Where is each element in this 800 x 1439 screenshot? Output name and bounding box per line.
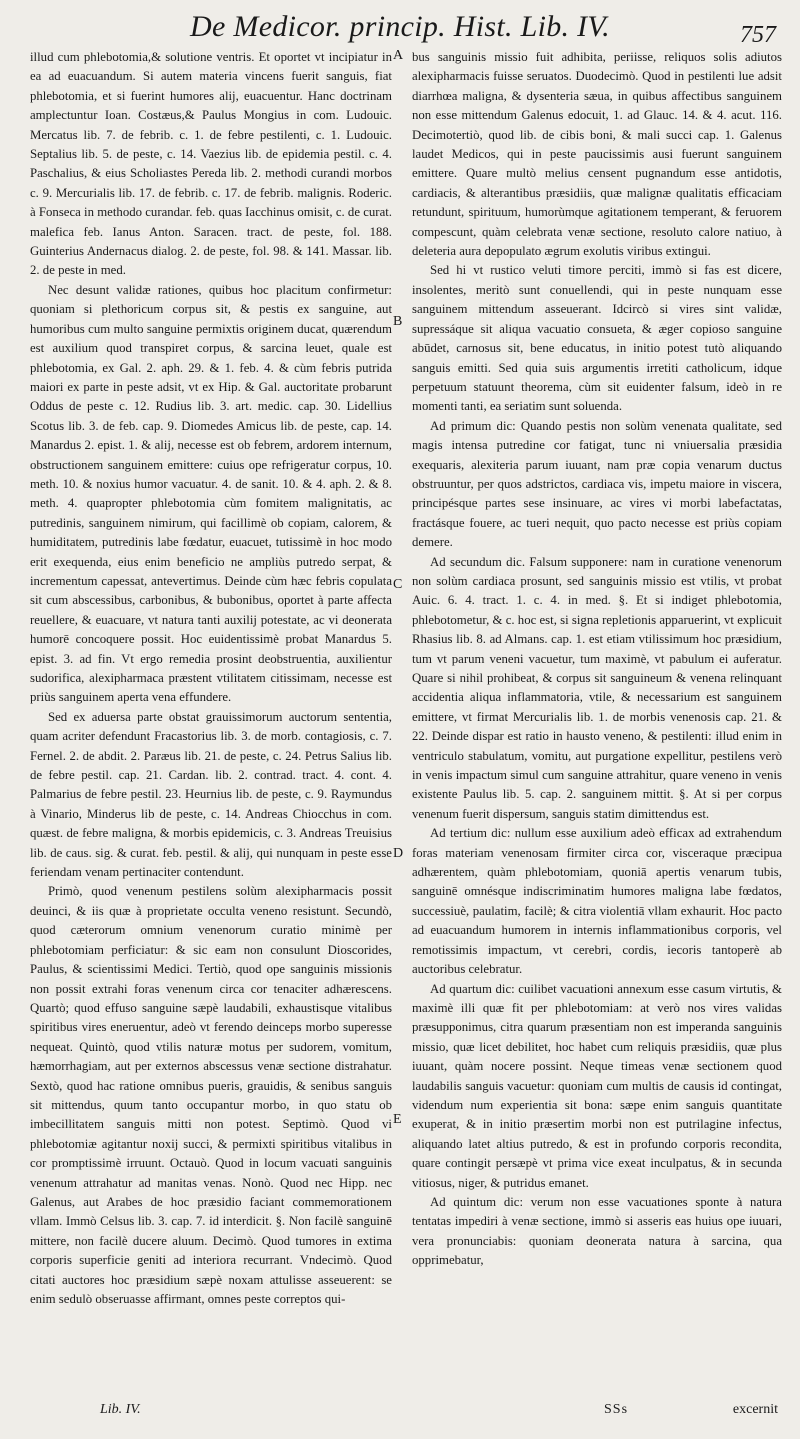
margin-letter-e: E — [393, 1112, 402, 1127]
paragraph: Sed ex aduersa parte obstat grauissimorum auctorum sententia, quam acriter defendunt Fracastorius lib. 3. de morb. contagiosis, c. 7. Fernel. 2. de abdit. 2. Paræus lib. 21. de peste, c. 24. Petrus Salius lib. de febre pestil. cap. 21. Cardan. lib. 2. contrad. tract. 4. cont. 4. Palmarius de febre pestil. 23. Heurnius lib. de peste, c. 9. Raymundus à Vinario, Minderus lib de peste, c. 14. Andreas Chiocchus in com. quæst. de febre maligna, & morbis epidemicis, c. 3. Andreas Treuisius lib. de caus. sig. & curat. feb. pestil. & alij, qui nunquam in peste esse feriendam venam pertinaciter contendunt. — [30, 709, 392, 880]
running-header — [0, 8, 800, 48]
page-number: 757 — [740, 22, 776, 48]
margin-letter-b: B — [393, 314, 403, 329]
footer-book-label: Lib. IV. — [100, 1402, 141, 1417]
paragraph: bus sanguinis missio fuit adhibita, periisse, reliquos solis adiutos alexipharmacis fuisse seruatos. Duodecimò. Quod in pestilenti lue adsit diarrhœa maligna, & dysenteria sæua, in quibus affectibus sanguinem non esse mittendum Galenus edocuit, 1. ad Glauc. 14. & 4. acut. 116. Decimotertiò, quod lib. de cibis boni, & mali succi cap. 1. Galenus laudet Medicos, qui in peste paucissimis ausi fuerunt sanguinem emittere. Quare multò melius censent pugnandum esse antidotis, cardiacis, & alterantibus præsidiis, quæ malignæ qualitatis efficaciam retundunt, spirituum, humorùmque agitationem temperant, & feruorem compescunt, quàm celebrata venæ sectione, resoluto calore natiuo, à deleteria aura depopulato ægrum exolutis viribus extingui. — [412, 50, 782, 259]
left-column — [30, 48, 392, 1309]
paragraph: Primò, quod venenum pestilens solùm alexipharmacis possit deuinci, & iis quæ à proprietate occulta veneno resistunt. Secundò, quod cæterorum omnium venenorum curatio minimè per phlebotomiam perficiatur: & sic eam non consulunt Dioscorides, Paulus, & scientissimi Medici. Tertiò, quod ope sanguinis missionis non possit extrahi foras venenum circa cor tenaciter adhærescens. Quartò; quod effuso sanguine sæpè laudabili, exhaustisque vitalibus spiritibus vires eneruentur, adeò vt ferendo deinceps morbo superesse nequeat. Quintò, quod vtilis naturæ motus per sudorem, vomitum, hæmorrhagiam, aut per externos abscessus venæ sectione distrahatur. Sextò, quod hac ratione omnibus pueris, grauidis, & senibus sanguis sit mittendus, quum tanto occupantur morbo, in quo statu ob imbecillitatem sanguis mitti non potest. Septimò. Quod vi phlebotomiæ agitantur noxij succi, & permixti spiritibus vitalibus in cor promptissimè irruunt. Octauò. Quod in locum vacuati sanguinis venenum attrahatur ad manitas venas. Nonò. Quod nec Hipp. nec Galenus, aut Arabes de hoc præsidio faciant commemorationem vllam. Immò Celsus lib. 3. cap. 7. id interdicit. §. Non facilè sanguinē mittere, non facilè ducere aluum. Decimò. Quod tumores in extima corporis superficie geniti ad interiora recurrant. Vndecimò. Quod citati auctores hoc præsidium sæpè noxam attulisse asseuerent: se enim sedulò obseruasse affirmant, omnes peste correptos qui- — [30, 884, 392, 1306]
catchword: excernit — [732, 1402, 778, 1417]
margin-letter-c: C — [393, 577, 403, 592]
paragraph: Ad quintum dic: verum non esse vacuationes sponte à natura tentatas impediri à venæ sectione, immò si asseris eas huius ope iuuari, vera pronunciabis: quoniam deonerata natura à sarcina, qua opprimebatur, — [412, 1194, 782, 1268]
paragraph: Ad secundum dic. Falsum supponere: nam in curatione venenorum non solùm cardiaca prosunt, sed sanguinis missio est vtilis, vt probat Auic. 6. 4. tract. 1. c. 4. in med. §. Et si indiget phlebotomia, phlebotometur, & c. hoc est, si signa repletionis apparuerint, vt explicuit Rhasius lib. 8. ad Almans. cap. 1. est etiam vtilissimum hoc præsidium, tum vt parum veneni vacuetur, tum maximè, vt pabulum ei auferatur. Quare si nihil prohibeat, & corpus sit sanguineum & venena relinquant accidentia aliqua inflammatoria, vtile, & necessarium est sanguinem emittere, vt firmat Mercurialis lib. 1. de morbis venenosis cap. 21. & 22. Deinde dispar est ratio in hausto veneno, & pestilenti: illud enim in ventriculo stabulatum, vomitu, aut purgatione expellitur, pestilens verò in venis impactum simul cum sanguine attrahitur, quare veneno in venis existente Paulus lib. 5. cap. 2. sanguinem mittit. §. At si per corpus venenum fuerit dispersum, sanguis statim dimittendus est. — [412, 554, 782, 821]
margin-letter-a: A — [393, 48, 404, 63]
paragraph: Nec desunt validæ rationes, quibus hoc placitum confirmetur: quoniam si plethoricum corpus sit, & pestis ex sanguine, aut humoribus cum multo sanguine permixtis originem ducat, quærendum est auxilium quod transpiret corpus, & sarcina leuet, quale est phlebotomia, ex Gal. 2. aph. 29. & 1. feb. 4. & cùm febris putrida maiori ex parte in peste adsit, vt ex Hip. & Gal. auctoritate probarunt Oddus de peste c. 12. Rudius lib. 3. art. medic. cap. 30. Lidellius Scotus lib. 3. de feb. cap. 9. Diomedes Amicus lib. de peste, cap. 14. Manardus 2. epist. 1. & alij, necesse est ob febrem, ardorem internum, obstructionem sanguinem emittere: cuius ope refrigeratur corpus, 10. meth. 10. & noxius humor vacuatur. 4. de sanit. 10. & 4. aph. 2. & 8. meth. 4. quapropter phlebotomia cùm fomitem malignitatis, ac putredinis, sanguinem nimirum, qui facillimè ob copiam, calorem, & humiditatem, putredinis labe fœdatur, euacuet, tutissimè in hoc modo erit exequenda, eius enim beneficio ne ampliùs putredo serpat, & incrementum capessat, antevertimus. Deinde cùm hæc febris copulata sit cum abscessibus, carbonibus, & bubonibus, oportet à parte affecta reuellere, & euacuare, vt natura tanti auxilij potestate, ac vi deonerata humorē concoquere possit. Hoc euidentissimè probat Manardus 5. epist. 3. ad fin. Vt ergo remedia prosint deobstruentia, auxilientur sudorifica, alexipharmaca præstent vtilitatem citissimam, necesse est priùs sanguinem aperta vena effundere. — [30, 282, 392, 705]
paragraph: Ad primum dic: Quando pestis non solùm venenata qualitate, sed magis intensa putredine cor fatigat, tunc ni vniuersalia præsidia exequaris, alexiteria parum iuuant, nam præ copia venarum ductus obstruuntur, per quos adstrictos, cardiaca vis, impetu maiore in viscera, principésque partes sese insinuare, ac vires vi morbi labefactatas, fractásque fouere, ac tueri nequit, quo pacto necesse est priùs copiam demere. — [412, 418, 782, 550]
paragraph: illud cum phlebotomia,& solutione ventris. Et oportet vt incipiatur in ea ad euacuandum. Si autem materia vincens fuerit sanguis, fiat phlebotomia, et si fuerint humores alij, euacuentur. Hanc doctrinam amplectuntur Ioan. Costæus,& Paulus Mongius in com. Ludouic. Mercatus lib. 7. de febrib. c. 1. de febre pestilenti, c. 1. Ludouic. Septalius lib. 5. de peste, c. 14. Vaezius lib. de epidemia pestil. c. 4. Paschalius, & eius Scholiastes Pereda lib. 2. methodi curandi morbos c. 9. Mercurialis lib. 17. de febrib. c. 17. de febrib. malignis. Roderic. à Fonseca in methodo curandar. feb. quas Iacchinus omisit, c. de curat. malefica feb. Ianus Anton. Saracen. tract. de peste, fol. 188. Guinterius Andernacus dialog. 2. de peste, fol. 98. & 141. Massar. lib. 2. de peste in med. — [30, 50, 392, 278]
page-title: De Medicor. princip. Hist. Lib. IV. — [190, 10, 610, 43]
right-column — [412, 48, 782, 1271]
paragraph: Ad tertium dic: nullum esse auxilium adeò efficax ad extrahendum foras materiam venenosam firmiter circa cor, visceraque præcipua adhærentem, quàm phlebotomiam, quoniā apertis venarum tubis, sanguinē omnésque indiscriminatim humores maligna labe fœdatos, successiuè, paulatim, facilè; & citra violentiā vllam exhaurit. Hoc pacto ad euacuandum humorem in internis inflammationibus corporis, vel remotissimis impactum, vt cerebri, cordis, iecoris tantoperè ab auctoribus celebratur. — [412, 826, 782, 977]
margin-letter-d: D — [393, 846, 404, 861]
signature-mark: SSs — [604, 1402, 629, 1417]
paragraph: Sed hi vt rustico veluti timore perciti, immò si fas est dicere, insolentes, meritò sunt conuellendi, qui in peste nunquam esse sanguinem mittendum asseuerant. Idcircò si vires sint validæ, supressáque sit aliqua vacuatio consueta, & æger copioso sanguine abūdet, carnosus sit, bene educatus, in initio potest tutò aliquando sanguis emitti. Sed quia suis argumentis irretiti catholicum, idque perpetuum statuunt theorema, cùm sit euidenter falsum, ideò in re momenti tanti, ea seriatim sunt soluenda. — [412, 263, 782, 414]
paragraph: Ad quartum dic: cuilibet vacuationi annexum esse casum virtutis, & maximè illi quæ fit per phlebotomiam: at verò nos vires validas præsupponimus, citra quarum præsentiam non est imperanda sanguinis missio, quæ licet debilitet, hoc habet cum reliquis præsidiis, quæ plus iuuant, quàm nocere possint. Neque timeas venæ sectionem quod laudabilis sanguis vacuetur: quoniam cum multis de causis id contingat, videndum num experientia sit bona: sæpe enim sanguis quantitate exuperat, & in initio præsertim morbi non est putrilagine infectus, aliquando latet altius putredo, & est in profundo corporis recondita, quare contingit persæpè vt prima vice exeat inculpatus, & in secunda vitiosus, niger, & putridus emanet. — [412, 981, 782, 1190]
